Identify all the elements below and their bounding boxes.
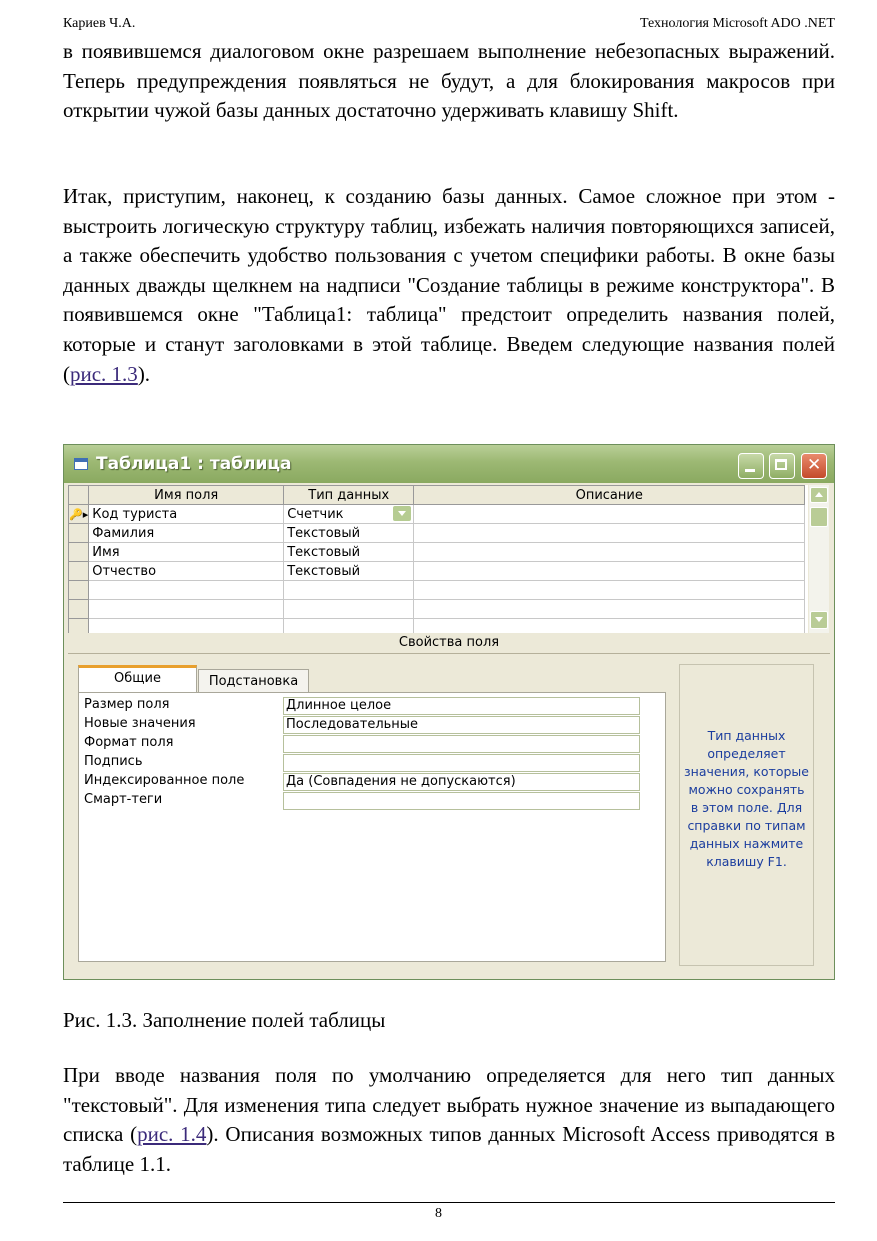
figure-caption: Рис. 1.3. Заполнение полей таблицы	[63, 1008, 386, 1032]
paragraph-tail: ). Описания возможных типов данных Microsoft Access приводятся в таблице 1.1.	[63, 1122, 835, 1176]
field-name-cell[interactable]	[89, 600, 284, 619]
help-panel	[679, 664, 814, 966]
table-design-window	[63, 444, 835, 980]
description-cell[interactable]	[414, 505, 805, 524]
property-value-field[interactable]	[283, 792, 640, 810]
property-label: Новые значения	[84, 716, 196, 731]
table-row[interactable]	[69, 524, 805, 543]
maximize-button[interactable]	[769, 453, 795, 479]
data-type-cell[interactable]: Текстовый	[284, 524, 414, 543]
scroll-thumb[interactable]	[810, 507, 828, 527]
description-cell[interactable]	[414, 543, 805, 562]
row-selector-header	[69, 486, 89, 505]
property-value-field[interactable]	[283, 754, 640, 772]
field-name-cell[interactable]	[89, 619, 284, 634]
data-type-cell[interactable]: Текстовый	[284, 543, 414, 562]
divider	[68, 653, 830, 654]
figure-link-1-4[interactable]: рис. 1.4	[137, 1122, 207, 1147]
description-cell[interactable]	[414, 600, 805, 619]
paragraph-data-types	[63, 1061, 835, 1179]
scroll-down-icon[interactable]	[810, 611, 828, 629]
property-label: Подпись	[84, 754, 143, 769]
field-properties-title: Свойства поля	[398, 635, 500, 650]
page-number: 8	[435, 1206, 442, 1221]
window-titlebar[interactable]	[64, 445, 834, 483]
field-name-cell[interactable]	[89, 581, 284, 600]
column-header-data-type: Тип данных	[284, 486, 414, 505]
table-row[interactable]	[69, 600, 805, 619]
description-cell[interactable]	[414, 524, 805, 543]
paragraph-macros: в появившемся диалоговом окне разрешаем выполнение небезопасных выражений. Теперь предупреждения появляться не будут, а для блокирования макросов при открытии чужой базы данных достаточно удерживать клавишу Shift.	[63, 39, 835, 123]
grid-scrollbar[interactable]	[809, 485, 829, 633]
description-cell[interactable]	[414, 619, 805, 634]
field-name-cell[interactable]: Имя	[89, 543, 284, 562]
row-selector[interactable]	[69, 543, 89, 562]
description-cell[interactable]	[414, 562, 805, 581]
row-selector[interactable]	[69, 524, 89, 543]
property-label: Смарт-теги	[84, 792, 163, 807]
description-cell[interactable]	[414, 581, 805, 600]
row-selector[interactable]	[69, 600, 89, 619]
data-type-cell[interactable]	[284, 505, 414, 524]
figure-link-1-3[interactable]: рис. 1.3	[70, 361, 138, 386]
field-name-cell[interactable]: Код туриста	[89, 505, 284, 524]
paragraph-create-db	[63, 182, 835, 389]
tab-general[interactable]: Общие	[78, 665, 197, 693]
property-label: Размер поля	[84, 697, 170, 712]
property-value-field[interactable]: Да (Совпадения не допускаются)	[283, 773, 640, 791]
close-button[interactable]	[801, 453, 827, 479]
column-header-field-name: Имя поля	[89, 486, 284, 505]
data-type-value: Счетчик	[287, 506, 344, 522]
paragraph-text: При вводе названия поля по умолчанию определяется для него тип данных "текстовый". Для изменения типа следует выбрать нужное значение из выпадающего списка (	[63, 1063, 835, 1147]
row-selector[interactable]	[69, 562, 89, 581]
field-name-cell[interactable]: Отчество	[89, 562, 284, 581]
window-title: Таблица1 : таблица	[96, 454, 292, 474]
field-name-cell[interactable]: Фамилия	[89, 524, 284, 543]
table-row[interactable]	[69, 581, 805, 600]
property-label: Формат поля	[84, 735, 174, 750]
data-type-cell[interactable]	[284, 600, 414, 619]
property-value-field[interactable]	[283, 735, 640, 753]
footer-divider	[63, 1202, 835, 1203]
data-type-cell[interactable]: Текстовый	[284, 562, 414, 581]
table-row[interactable]	[69, 619, 805, 634]
row-selector[interactable]	[69, 505, 89, 524]
property-value-field[interactable]: Последовательные	[283, 716, 640, 734]
field-grid	[68, 485, 808, 633]
minimize-button[interactable]	[738, 453, 764, 479]
column-header-description: Описание	[414, 486, 805, 505]
row-selector[interactable]	[69, 619, 89, 634]
table-row[interactable]	[69, 505, 805, 524]
table-row[interactable]	[69, 562, 805, 581]
running-header-title: Технология Microsoft ADO .NET	[639, 16, 835, 31]
paragraph-text: Итак, приступим, наконец, к созданию базы данных. Самое сложное при этом - выстроить логическую структуру таблиц, избежать наличия повторяющихся записей, а также обеспечить удобство пользования с учетом специфики работы. В окне базы данных дважды щелкнем на надписи "Создание таблицы в режиме конструктора". В появившемся окне "Таблица1: таблица" предстоит определить названия полей, которые и станут заголовками в этой таблице. Введем следующие названия полей (	[63, 184, 835, 386]
data-type-cell[interactable]	[284, 581, 414, 600]
help-text: Тип данных определяет значения, которые можно сохранять в этом поле. Для справки по типам данных нажмите клавишу F1.	[684, 728, 809, 869]
table-row[interactable]	[69, 543, 805, 562]
chevron-down-icon[interactable]	[393, 506, 411, 521]
scroll-up-icon[interactable]	[810, 487, 828, 503]
row-selector[interactable]	[69, 581, 89, 600]
running-header-author: Кариев Ч.А.	[63, 16, 136, 31]
paragraph-tail: ).	[137, 361, 151, 386]
tab-lookup[interactable]: Подстановка	[198, 669, 309, 693]
primary-key-icon: 🔑▸	[69, 507, 89, 521]
table-icon	[74, 458, 88, 470]
property-value-field[interactable]: Длинное целое	[283, 697, 640, 715]
data-type-cell[interactable]	[284, 619, 414, 634]
property-label: Индексированное поле	[84, 773, 245, 788]
properties-panel	[78, 692, 666, 962]
